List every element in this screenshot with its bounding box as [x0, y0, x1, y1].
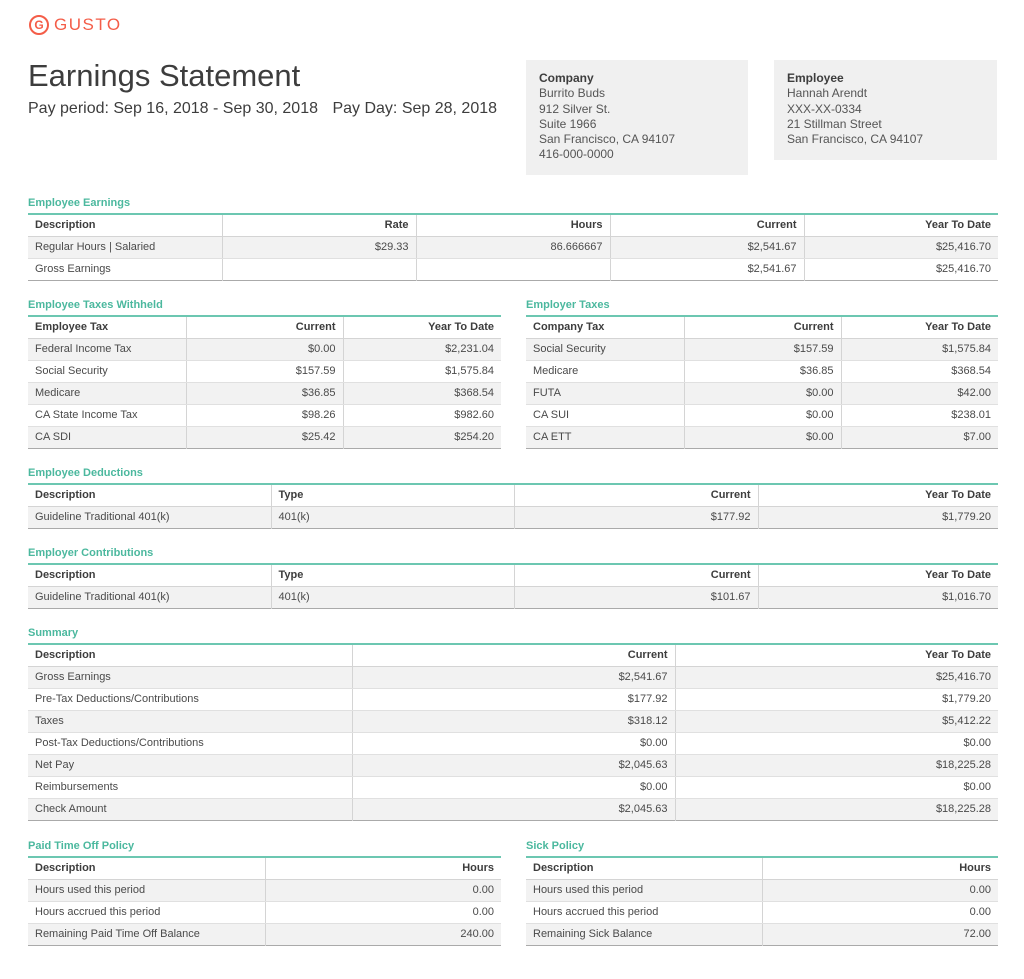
company-info	[526, 60, 748, 175]
table-row	[28, 776, 998, 798]
column-header: Year To Date	[804, 214, 998, 236]
table-cell: Gross Earnings	[28, 666, 352, 688]
table-cell: 401(k)	[271, 506, 514, 528]
table-row	[28, 506, 998, 528]
table-row	[28, 923, 501, 945]
table-cell: $0.00	[352, 732, 675, 754]
table-cell: $0.00	[352, 776, 675, 798]
table-cell: $25,416.70	[804, 258, 998, 280]
column-header: Description	[28, 484, 271, 506]
pay-period: Pay period: Sep 16, 2018 - Sep 30, 2018	[28, 100, 318, 117]
table-cell: Social Security	[526, 338, 684, 360]
table-row	[28, 404, 501, 426]
page-title: Earnings Statement	[28, 58, 301, 93]
table-cell: $157.59	[684, 338, 841, 360]
table-row	[28, 688, 998, 710]
employee-info	[774, 60, 997, 160]
table-row	[28, 586, 998, 608]
table-cell: Hours used this period	[526, 879, 762, 901]
table-row	[28, 338, 501, 360]
table-cell: 0.00	[265, 879, 501, 901]
table-cell: Hours used this period	[28, 879, 265, 901]
table-cell: Net Pay	[28, 754, 352, 776]
employer-taxes-section	[526, 298, 998, 449]
table-cell: $5,412.22	[675, 710, 998, 732]
table-cell: $254.20	[343, 426, 501, 448]
company-phone: 416-000-0000	[539, 147, 614, 162]
contributions-section	[28, 546, 998, 609]
column-header: Current	[186, 316, 343, 338]
table-cell: CA State Income Tax	[28, 404, 186, 426]
column-header: Current	[514, 564, 758, 586]
table-row	[526, 404, 998, 426]
column-header: Description	[28, 214, 222, 236]
table-row	[28, 360, 501, 382]
contributions-table	[28, 563, 998, 609]
table-row	[28, 732, 998, 754]
table-cell: $29.33	[222, 236, 416, 258]
table-row	[28, 382, 501, 404]
table-cell: $7.00	[841, 426, 998, 448]
table-row	[526, 338, 998, 360]
table-row	[526, 426, 998, 448]
table-cell: $0.00	[684, 382, 841, 404]
table-cell: $25.42	[186, 426, 343, 448]
table-cell: $368.54	[343, 382, 501, 404]
column-header: Current	[352, 644, 675, 666]
section-title: Employee Deductions	[28, 467, 143, 479]
table-row	[28, 236, 998, 258]
table-cell: $1,779.20	[675, 688, 998, 710]
table-row	[28, 754, 998, 776]
column-header: Year To Date	[758, 564, 998, 586]
table-cell: Guideline Traditional 401(k)	[28, 506, 271, 528]
table-cell: $0.00	[186, 338, 343, 360]
table-cell: $1,575.84	[841, 338, 998, 360]
deductions-table	[28, 483, 998, 529]
pay-info	[28, 100, 497, 118]
column-header: Hours	[762, 857, 998, 879]
table-cell: $2,045.63	[352, 798, 675, 820]
employee-heading: Employee	[787, 71, 844, 85]
table-cell: $2,541.67	[352, 666, 675, 688]
sick-table	[526, 856, 998, 946]
table-header-row	[28, 564, 998, 586]
section-title: Employee Taxes Withheld	[28, 299, 163, 311]
table-cell: CA ETT	[526, 426, 684, 448]
employee-name: Hannah Arendt	[787, 86, 868, 101]
table-cell: $25,416.70	[804, 236, 998, 258]
table-cell	[416, 258, 610, 280]
earnings-table	[28, 213, 998, 281]
gusto-logo	[29, 15, 122, 35]
section-title: Employee Earnings	[28, 197, 131, 209]
pto-section	[28, 839, 501, 946]
earnings-section	[28, 196, 998, 281]
table-cell: Social Security	[28, 360, 186, 382]
table-cell: $0.00	[675, 776, 998, 798]
table-header-row	[28, 644, 998, 666]
company-heading: Company	[539, 71, 594, 85]
table-row	[526, 879, 998, 901]
sick-section	[526, 839, 998, 946]
table-cell: $157.59	[186, 360, 343, 382]
column-header: Year To Date	[675, 644, 998, 666]
column-header: Current	[684, 316, 841, 338]
table-cell: Medicare	[526, 360, 684, 382]
table-cell: 0.00	[762, 879, 998, 901]
table-row	[526, 382, 998, 404]
employee-ssn: XXX-XX-0334	[787, 101, 862, 116]
column-header: Hours	[265, 857, 501, 879]
section-title: Summary	[28, 627, 79, 639]
employee-taxes-table	[28, 315, 501, 449]
table-cell: $1,779.20	[758, 506, 998, 528]
column-header: Year To Date	[841, 316, 998, 338]
column-header: Company Tax	[526, 316, 684, 338]
column-header: Description	[28, 857, 265, 879]
company-address1: 912 Silver St.	[539, 101, 611, 116]
employee-taxes-section	[28, 298, 501, 449]
column-header: Type	[271, 484, 514, 506]
table-cell: Hours accrued this period	[526, 901, 762, 923]
table-cell: Reimbursements	[28, 776, 352, 798]
table-cell: 72.00	[762, 923, 998, 945]
table-header-row	[526, 857, 998, 879]
table-cell: $2,231.04	[343, 338, 501, 360]
table-cell: $0.00	[684, 426, 841, 448]
column-header: Year To Date	[758, 484, 998, 506]
summary-section	[28, 626, 998, 821]
section-title: Paid Time Off Policy	[28, 840, 135, 852]
table-cell: $2,541.67	[610, 258, 804, 280]
table-cell: CA SDI	[28, 426, 186, 448]
table-row	[28, 879, 501, 901]
table-cell: $18,225.28	[675, 754, 998, 776]
table-cell: FUTA	[526, 382, 684, 404]
deductions-section	[28, 466, 998, 529]
column-header: Employee Tax	[28, 316, 186, 338]
table-cell: Federal Income Tax	[28, 338, 186, 360]
table-cell: Guideline Traditional 401(k)	[28, 586, 271, 608]
section-title: Employer Contributions	[28, 547, 154, 559]
table-cell: $2,541.67	[610, 236, 804, 258]
brand-name: GUSTO	[54, 15, 122, 34]
section-title: Employer Taxes	[526, 299, 610, 311]
table-header-row	[28, 316, 501, 338]
table-cell: 401(k)	[271, 586, 514, 608]
summary-table	[28, 643, 998, 821]
column-header: Description	[526, 857, 762, 879]
table-cell: Pre-Tax Deductions/Contributions	[28, 688, 352, 710]
table-row	[28, 798, 998, 820]
table-row	[28, 258, 998, 280]
table-cell: $98.26	[186, 404, 343, 426]
table-header-row	[526, 316, 998, 338]
table-row	[28, 426, 501, 448]
table-row	[28, 710, 998, 732]
table-cell: Hours accrued this period	[28, 901, 265, 923]
column-header: Year To Date	[343, 316, 501, 338]
table-cell: Regular Hours | Salaried	[28, 236, 222, 258]
column-header: Description	[28, 564, 271, 586]
column-header: Description	[28, 644, 352, 666]
table-cell: 240.00	[265, 923, 501, 945]
table-cell	[222, 258, 416, 280]
table-header-row	[28, 214, 998, 236]
pay-day: Pay Day: Sep 28, 2018	[332, 100, 498, 117]
column-header: Current	[514, 484, 758, 506]
company-address2: Suite 1966	[539, 116, 597, 131]
column-header: Type	[271, 564, 514, 586]
table-cell: $36.85	[186, 382, 343, 404]
gusto-logo-icon: G	[29, 15, 49, 35]
table-cell: Post-Tax Deductions/Contributions	[28, 732, 352, 754]
table-cell: $0.00	[684, 404, 841, 426]
table-row	[526, 360, 998, 382]
column-header: Rate	[222, 214, 416, 236]
table-cell: 0.00	[265, 901, 501, 923]
table-row	[28, 666, 998, 688]
table-cell: Remaining Paid Time Off Balance	[28, 923, 265, 945]
employee-city: San Francisco, CA 94107	[787, 132, 924, 147]
section-title: Sick Policy	[526, 840, 585, 852]
column-header: Current	[610, 214, 804, 236]
table-cell: Taxes	[28, 710, 352, 732]
table-cell: $1,016.70	[758, 586, 998, 608]
table-header-row	[28, 484, 998, 506]
table-row	[28, 901, 501, 923]
table-cell: CA SUI	[526, 404, 684, 426]
table-cell: 0.00	[762, 901, 998, 923]
table-cell: $36.85	[684, 360, 841, 382]
table-cell: Remaining Sick Balance	[526, 923, 762, 945]
table-cell: $25,416.70	[675, 666, 998, 688]
table-cell: $2,045.63	[352, 754, 675, 776]
table-header-row	[28, 857, 501, 879]
table-cell: Gross Earnings	[28, 258, 222, 280]
table-cell: $101.67	[514, 586, 758, 608]
table-cell: 86.666667	[416, 236, 610, 258]
table-cell: $177.92	[514, 506, 758, 528]
table-cell: $368.54	[841, 360, 998, 382]
table-cell: $177.92	[352, 688, 675, 710]
table-cell: $238.01	[841, 404, 998, 426]
employee-address1: 21 Stillman Street	[787, 116, 882, 131]
table-cell: $982.60	[343, 404, 501, 426]
company-city: San Francisco, CA 94107	[539, 132, 676, 147]
table-cell: Medicare	[28, 382, 186, 404]
table-cell: $18,225.28	[675, 798, 998, 820]
table-cell: $1,575.84	[343, 360, 501, 382]
table-cell: Check Amount	[28, 798, 352, 820]
table-cell: $318.12	[352, 710, 675, 732]
employer-taxes-table	[526, 315, 998, 449]
table-row	[526, 901, 998, 923]
company-name: Burrito Buds	[539, 86, 606, 101]
column-header: Hours	[416, 214, 610, 236]
table-cell: $42.00	[841, 382, 998, 404]
table-cell: $0.00	[675, 732, 998, 754]
table-row	[526, 923, 998, 945]
pto-table	[28, 856, 501, 946]
